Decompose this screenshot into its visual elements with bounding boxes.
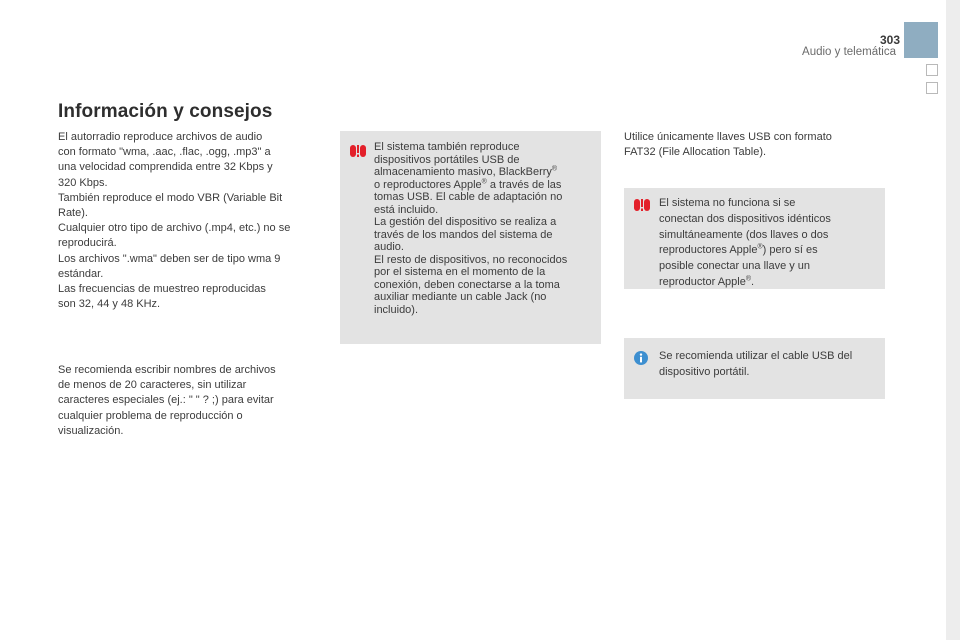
warning-icon [350,145,366,157]
page-edge-strip [946,0,960,640]
warning-note-text: El sistema también reproduce dispositivos portátiles USB de almacenamiento masivo, BlackBerry® o reproductores Apple® a través de las tomas USB. El cable de adaptación no está incluido. La gestión del dispositivo se realiza a través de los mandos del sistema de audio. El resto de dispositivos, no reconocidos por el sistema en el momento de la conexión, deben conectarse a la toma auxiliar mediante un cable Jack (no incluido). [374,141,568,316]
section-tab [904,22,938,58]
info-note-usb-cable [624,338,885,399]
audio-formats-paragraph: El autorradio reproduce archivos de audio con formato "wma, .aac, .flac, .ogg, .mp3" a una velocidad comprendida entre 32 Kbps y 320 Kbps. También reproduce el modo VBR (Variable Bit Rate). Cualquier otro tipo de archivo (.mp4, etc.) no se reproducirá. Los archivos ".wma" deben ser de tipo wma 9 estándar. Las frecuencias de muestreo reproducidas son 32, 44 y 48 KHz. [58,131,291,311]
info-icon [634,351,648,365]
section-title: Audio y telemática [802,46,896,58]
page-heading: Información y consejos [58,101,273,122]
warning-note-usb-devices [340,131,601,344]
warning-note-text: El sistema no funciona si se conectan dos dispositivos idénticos simultáneamente (dos llaves o dos reproductores Apple®) pero sí es posible conectar una llave y un reproductor Apple®. [659,197,831,288]
edge-marker-box [926,82,938,94]
warning-note-identical-devices [624,188,885,289]
info-note-text: Se recomienda utilizar el cable USB del dispositivo portátil. [659,350,853,378]
edge-marker-box [926,64,938,76]
page-number: 303 [879,33,900,47]
usb-format-paragraph: Utilice únicamente llaves USB con formato FAT32 (File Allocation Table). [624,131,832,159]
file-names-paragraph: Se recomienda escribir nombres de archivos de menos de 20 caracteres, sin utilizar caracteres especiales (ej.: " " ? ;) para evitar cualquier problema de reproducción o visualización. [58,364,276,437]
warning-icon [634,199,650,211]
